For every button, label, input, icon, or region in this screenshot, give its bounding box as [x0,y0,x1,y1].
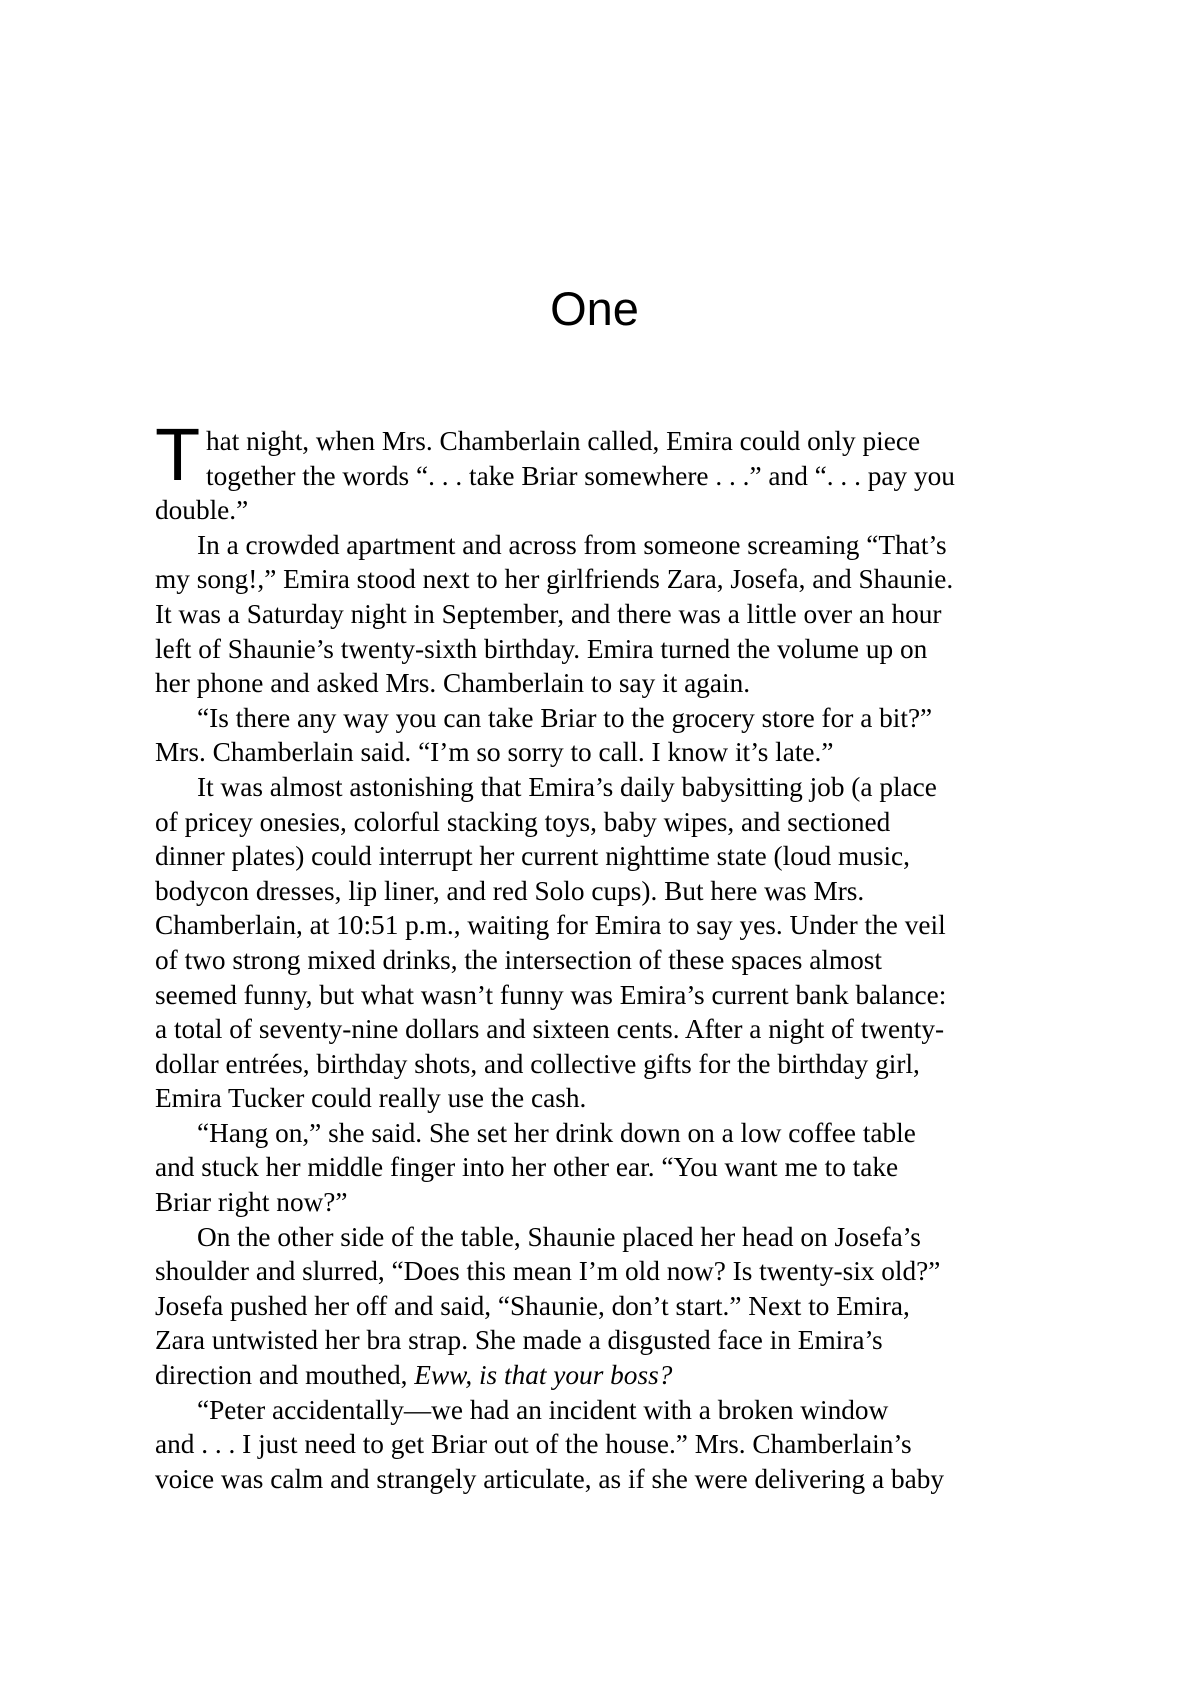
body-line: In a crowded apartment and across from someone screaming “That’s [197,529,947,560]
body-line: bodycon dresses, lip liner, and red Solo cups). But here was Mrs. [155,875,865,906]
body-line: together the words “. . . take Briar somewhere . . .” and “. . . pay you [206,460,955,491]
body-line: double.” [155,495,249,526]
body-line: my song!,” Emira stood next to her girlfriends Zara, Josefa, and Shaunie. [155,564,954,595]
drop-cap: T [155,413,201,496]
body-line [155,1358,1055,1393]
body-line: a total of seventy-nine dollars and sixteen cents. After a night of twenty- [155,1014,945,1045]
body-line: left of Shaunie’s twenty-sixth birthday. Emira turned the volume up on [155,633,928,664]
body-line: “Is there any way you can take Briar to the grocery store for a bit?” [197,702,933,733]
body-line-text: hat night, when Mrs. Chamberlain called, Emira could only piece [206,426,921,456]
body-line: shoulder and slurred, “Does this mean I’m old now? Is twenty-six old?” [155,1256,941,1287]
body-line: and . . . I just need to get Briar out of the house.” Mrs. Chamberlain’s [155,1429,912,1460]
body-line: dollar entrées, birthday shots, and collective gifts for the birthday girl, [155,1048,920,1079]
body-line: her phone and asked Mrs. Chamberlain to say it again. [155,668,751,699]
body-line: Emira Tucker could really use the cash. [155,1083,587,1114]
body-line: Briar right now?” [155,1187,348,1218]
body-line: dinner plates) could interrupt her current nighttime state (loud music, [155,841,910,872]
body-line: of pricey onesies, colorful stacking toys, baby wipes, and sectioned [155,806,891,837]
body-line: Mrs. Chamberlain said. “I’m so sorry to call. I know it’s late.” [155,737,834,768]
body-line: It was almost astonishing that Emira’s daily babysitting job (a place [197,771,937,802]
body-line: Josefa pushed her off and said, “Shaunie, don’t start.” Next to Emira, [155,1290,910,1321]
body-line: “Hang on,” she said. She set her drink down on a low coffee table [197,1117,916,1148]
body-line: seemed funny, but what wasn’t funny was Emira’s current bank balance: [155,979,947,1010]
italic-phrase: Eww, is that your boss? [414,1360,673,1391]
body-line: Chamberlain, at 10:51 p.m., waiting for Emira to say yes. Under the veil [155,910,946,941]
body-line: Zara untwisted her bra strap. She made a disgusted face in Emira’s [155,1325,883,1356]
body-line: of two strong mixed drinks, the intersection of these spaces almost [155,944,883,975]
body-line: and stuck her middle finger into her other ear. “You want me to take [155,1152,899,1183]
body-line-text: direction and mouthed, [155,1360,415,1391]
body-line: voice was calm and strangely articulate, as if she were delivering a baby [155,1463,945,1494]
body-line: “Peter accidentally—we had an incident with a broken window [197,1394,889,1425]
body-line: On the other side of the table, Shaunie placed her head on Josefa’s [197,1221,921,1252]
body-line: It was a Saturday night in September, and there was a little over an hour [155,598,942,629]
chapter-title: One [550,282,639,335]
chapter-body [155,413,1055,1496]
